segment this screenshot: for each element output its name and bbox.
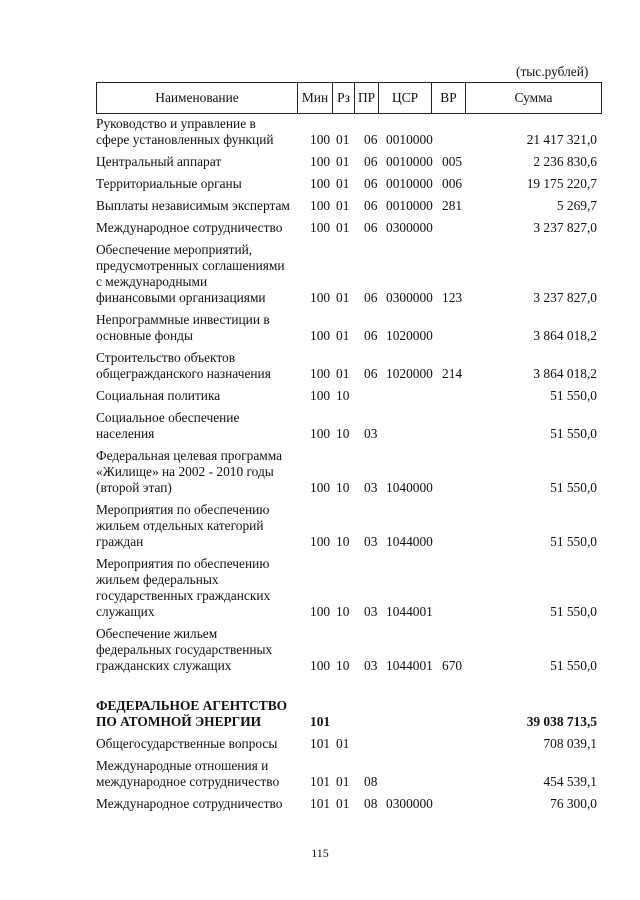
row-name-line: ФЕДЕРАЛЬНОЕ АГЕНТСТВО <box>96 698 288 713</box>
cell-rz: 10 <box>336 480 350 495</box>
table-row <box>0 736 640 752</box>
cell-pr: 06 <box>364 154 378 169</box>
header-pr: ПР <box>354 83 378 113</box>
page-number: 115 <box>311 846 329 860</box>
cell-rz: 01 <box>336 328 350 343</box>
row-name-line: (второй этап) <box>96 480 172 495</box>
cell-csr: 1040000 <box>386 480 433 495</box>
cell-pr: 03 <box>364 426 378 441</box>
cell-rz: 01 <box>336 132 350 147</box>
cell-sum: 51 550,0 <box>550 426 597 441</box>
table-row <box>0 758 640 790</box>
cell-csr: 0300000 <box>386 290 433 305</box>
cell-rz: 01 <box>336 774 350 789</box>
table-row <box>0 796 640 812</box>
row-name-line: жильем федеральных <box>96 572 219 587</box>
header-csr: ЦСР <box>378 83 431 113</box>
row-name-line: финансовыми организациями <box>96 290 266 305</box>
cell-rz: 01 <box>336 736 350 751</box>
table-header <box>96 82 602 114</box>
cell-pr: 03 <box>364 658 378 673</box>
row-name-line: Центральный аппарат <box>96 154 222 169</box>
cell-csr: 0010000 <box>386 154 433 169</box>
row-name <box>96 388 308 404</box>
cell-csr: 1044001 <box>386 604 433 619</box>
table-row <box>0 176 640 192</box>
row-name-line: служащих <box>96 604 155 619</box>
row-name-line: гражданских служащих <box>96 658 232 673</box>
cell-min: 100 <box>310 176 331 191</box>
row-name <box>96 502 308 550</box>
row-name <box>96 312 308 344</box>
cell-rz: 01 <box>336 154 350 169</box>
cell-csr: 1044000 <box>386 534 433 549</box>
cell-pr: 06 <box>364 366 378 381</box>
table-row <box>0 556 640 620</box>
row-name-line: Международное сотрудничество <box>96 796 283 811</box>
cell-csr: 0010000 <box>386 198 433 213</box>
cell-vr: 006 <box>442 176 463 191</box>
row-name-line: Мероприятия по обеспечению <box>96 556 270 571</box>
cell-rz: 01 <box>336 290 350 305</box>
cell-vr: 670 <box>442 658 463 673</box>
cell-sum: 51 550,0 <box>550 480 597 495</box>
cell-csr: 0010000 <box>386 176 433 191</box>
row-name-line: Международное сотрудничество <box>96 220 283 235</box>
cell-sum: 5 269,7 <box>556 198 597 213</box>
cell-rz: 10 <box>336 604 350 619</box>
cell-rz: 01 <box>336 220 350 235</box>
table-row <box>0 388 640 404</box>
cell-vr: 214 <box>442 366 463 381</box>
row-name-line: предусмотренных соглашениями <box>96 258 285 273</box>
cell-pr: 06 <box>364 176 378 191</box>
header-vr: ВР <box>431 83 465 113</box>
row-name-line: жильем отдельных категорий <box>96 518 264 533</box>
cell-min: 100 <box>310 480 331 495</box>
cell-vr: 281 <box>442 198 463 213</box>
row-name-line: основные фонды <box>96 328 193 343</box>
row-name-line: Обеспечение мероприятий, <box>96 242 253 257</box>
cell-csr: 0300000 <box>386 796 433 811</box>
cell-min: 100 <box>310 658 331 673</box>
row-name-line: Территориальные органы <box>96 176 242 191</box>
table-row <box>0 502 640 550</box>
row-name-line: Федеральная целевая программа <box>96 448 283 463</box>
cell-min: 100 <box>310 290 331 305</box>
row-name-line: Общегосударственные вопросы <box>96 736 278 751</box>
table-row <box>0 350 640 382</box>
row-name-line: государственных гражданских <box>96 588 271 603</box>
row-name <box>96 198 308 214</box>
cell-pr: 03 <box>364 604 378 619</box>
row-name-line: Выплаты независимым экспертам <box>96 198 290 213</box>
row-name <box>96 698 308 730</box>
cell-sum: 21 417 321,0 <box>526 132 597 147</box>
cell-min: 100 <box>310 220 331 235</box>
row-name-line: Международные отношения и <box>96 758 269 773</box>
row-name <box>96 410 308 442</box>
cell-sum: 51 550,0 <box>550 534 597 549</box>
table-row <box>0 448 640 496</box>
cell-rz: 01 <box>336 176 350 191</box>
cell-csr: 1044001 <box>386 658 433 673</box>
cell-rz: 01 <box>336 198 350 213</box>
cell-sum: 39 038 713,5 <box>526 714 597 729</box>
table-row <box>0 410 640 442</box>
cell-min: 100 <box>310 328 331 343</box>
cell-pr: 06 <box>364 328 378 343</box>
row-name <box>96 242 308 306</box>
cell-vr: 123 <box>442 290 463 305</box>
cell-rz: 10 <box>336 658 350 673</box>
row-name <box>96 154 308 170</box>
cell-pr: 06 <box>364 132 378 147</box>
row-name-line: федеральных государственных <box>96 642 273 657</box>
table-row <box>0 698 640 730</box>
row-name-line: международное сотрудничество <box>96 774 280 789</box>
cell-sum: 3 864 018,2 <box>533 366 597 381</box>
cell-sum: 3 237 827,0 <box>533 290 597 305</box>
cell-pr: 08 <box>364 796 378 811</box>
row-name-line: населения <box>96 426 155 441</box>
row-name <box>96 796 308 812</box>
cell-sum: 708 039,1 <box>543 736 597 751</box>
cell-rz: 10 <box>336 388 350 403</box>
row-name <box>96 176 308 192</box>
cell-min: 101 <box>310 796 331 811</box>
cell-csr: 0300000 <box>386 220 433 235</box>
cell-pr: 08 <box>364 774 378 789</box>
row-name-line: граждан <box>96 534 144 549</box>
cell-sum: 454 539,1 <box>543 774 597 789</box>
cell-min: 100 <box>310 388 331 403</box>
cell-sum: 51 550,0 <box>550 604 597 619</box>
unit-label: (тыс.рублей) <box>516 64 589 79</box>
cell-sum: 2 236 830,6 <box>533 154 597 169</box>
table-row <box>0 312 640 344</box>
table-row <box>0 154 640 170</box>
cell-rz: 10 <box>336 534 350 549</box>
row-name-line: ПО АТОМНОЙ ЭНЕРГИИ <box>96 714 262 729</box>
cell-min: 101 <box>310 714 331 729</box>
cell-pr: 03 <box>364 534 378 549</box>
row-name <box>96 116 308 148</box>
table-row <box>0 242 640 306</box>
table-row <box>0 626 640 674</box>
cell-sum: 51 550,0 <box>550 388 597 403</box>
row-name <box>96 220 308 236</box>
cell-min: 101 <box>310 774 331 789</box>
cell-min: 100 <box>310 534 331 549</box>
cell-sum: 3 864 018,2 <box>533 328 597 343</box>
row-name <box>96 556 308 620</box>
row-name <box>96 626 308 674</box>
cell-min: 100 <box>310 132 331 147</box>
cell-rz: 01 <box>336 796 350 811</box>
cell-min: 100 <box>310 198 331 213</box>
row-name <box>96 448 308 496</box>
cell-sum: 19 175 220,7 <box>526 176 597 191</box>
cell-sum: 76 300,0 <box>550 796 597 811</box>
row-name-line: Социальная политика <box>96 388 221 403</box>
row-name <box>96 350 308 382</box>
row-name-line: общегражданского назначения <box>96 366 271 381</box>
cell-csr: 1020000 <box>386 366 433 381</box>
row-name-line: Социальное обеспечение <box>96 410 240 425</box>
table-row <box>0 116 640 148</box>
header-sum: Сумма <box>465 83 601 113</box>
cell-min: 100 <box>310 366 331 381</box>
table-row <box>0 198 640 214</box>
table-row <box>0 220 640 236</box>
row-name-line: Мероприятия по обеспечению <box>96 502 270 517</box>
cell-pr: 06 <box>364 198 378 213</box>
header-name: Наименование <box>155 90 239 105</box>
cell-sum: 51 550,0 <box>550 658 597 673</box>
row-name-line: Строительство объектов <box>96 350 236 365</box>
header-min: Мин <box>297 83 332 113</box>
cell-min: 100 <box>310 604 331 619</box>
row-name-line: Руководство и управление в <box>96 116 256 131</box>
row-name-line: Непрограммные инвестиции в <box>96 312 270 327</box>
cell-vr: 005 <box>442 154 463 169</box>
row-name-line: с международными <box>96 274 208 289</box>
cell-sum: 3 237 827,0 <box>533 220 597 235</box>
cell-min: 100 <box>310 426 331 441</box>
cell-csr: 1020000 <box>386 328 433 343</box>
row-name-line: «Жилище» на 2002 - 2010 годы <box>96 464 274 479</box>
header-rz: Рз <box>332 83 354 113</box>
row-name <box>96 736 308 752</box>
cell-pr: 06 <box>364 220 378 235</box>
cell-pr: 06 <box>364 290 378 305</box>
row-name <box>96 758 308 790</box>
cell-csr: 0010000 <box>386 132 433 147</box>
row-name-line: Обеспечение жильем <box>96 626 218 641</box>
cell-pr: 03 <box>364 480 378 495</box>
cell-min: 100 <box>310 154 331 169</box>
cell-rz: 10 <box>336 426 350 441</box>
cell-rz: 01 <box>336 366 350 381</box>
row-name-line: сфере установленных функций <box>96 132 274 147</box>
cell-min: 101 <box>310 736 331 751</box>
